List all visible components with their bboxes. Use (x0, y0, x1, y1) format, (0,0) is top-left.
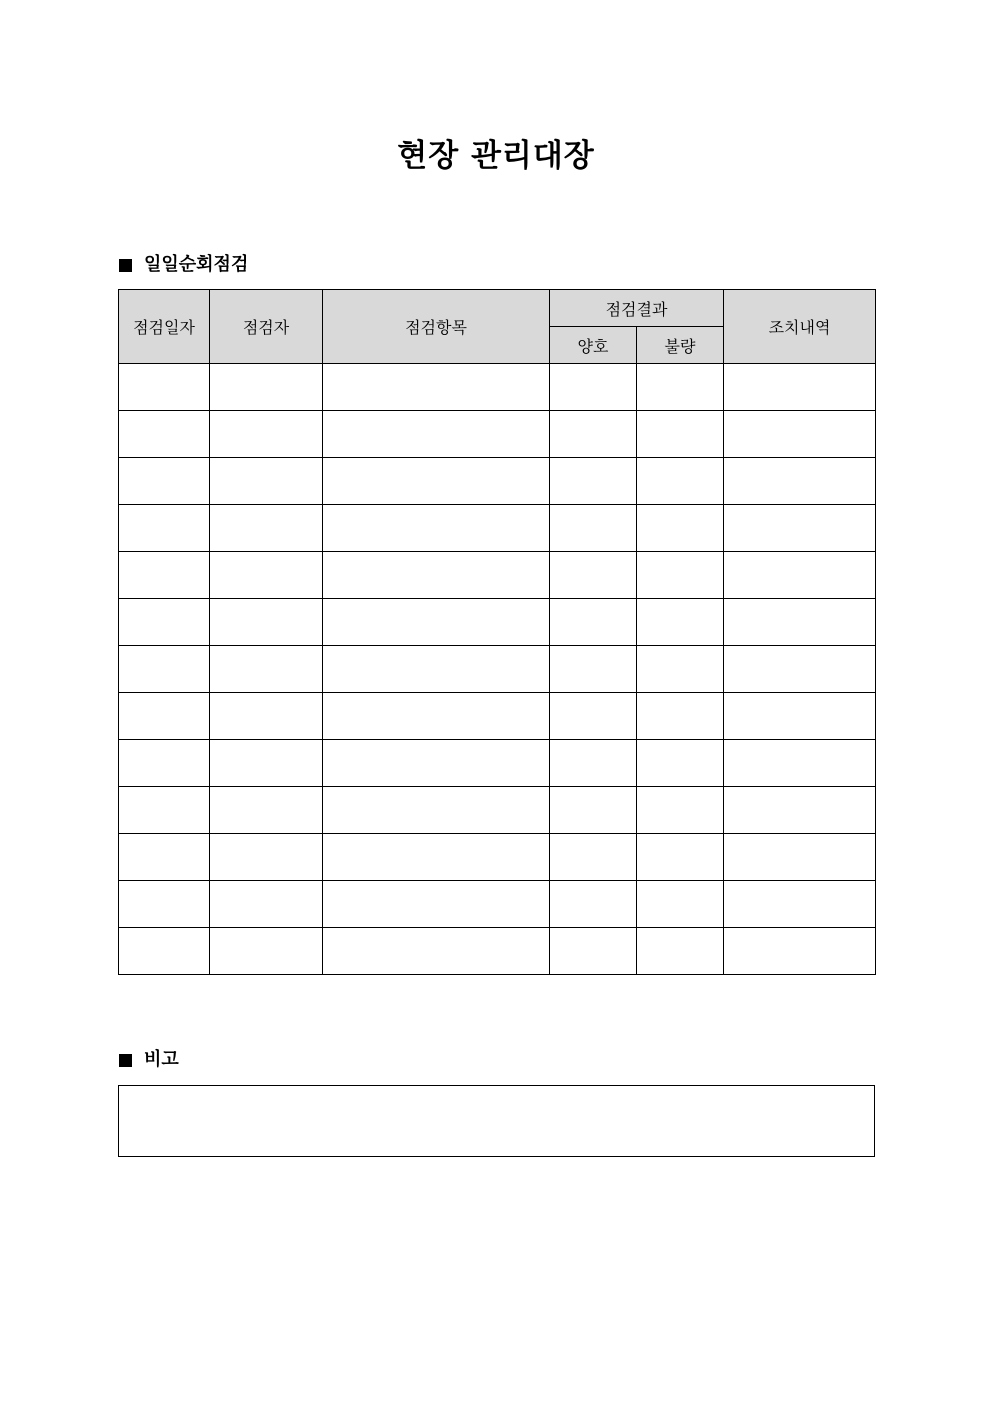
column-header-inspector: 점검자 (210, 290, 323, 364)
inspection-table-body (119, 364, 876, 975)
table-row (119, 834, 876, 881)
table-row (119, 458, 876, 505)
column-header-result: 점검결과 (550, 290, 724, 327)
table-cell-date[interactable] (119, 787, 210, 834)
table-cell-inspector[interactable] (210, 693, 323, 740)
table-cell-good[interactable] (550, 881, 637, 928)
table-row (119, 505, 876, 552)
table-cell-date[interactable] (119, 881, 210, 928)
table-cell-inspector[interactable] (210, 364, 323, 411)
column-header-result-good: 양호 (550, 327, 637, 364)
table-cell-inspector[interactable] (210, 599, 323, 646)
table-cell-bad[interactable] (637, 364, 724, 411)
table-cell-good[interactable] (550, 928, 637, 975)
table-cell-bad[interactable] (637, 740, 724, 787)
table-row (119, 364, 876, 411)
table-cell-good[interactable] (550, 364, 637, 411)
table-cell-inspector[interactable] (210, 552, 323, 599)
table-cell-item[interactable] (323, 928, 550, 975)
table-cell-date[interactable] (119, 646, 210, 693)
table-cell-item[interactable] (323, 646, 550, 693)
table-cell-action[interactable] (724, 646, 876, 693)
table-cell-action[interactable] (724, 411, 876, 458)
table-cell-date[interactable] (119, 552, 210, 599)
table-cell-good[interactable] (550, 740, 637, 787)
column-header-date: 점검일자 (119, 290, 210, 364)
table-cell-item[interactable] (323, 693, 550, 740)
section-heading-remarks (119, 1048, 179, 1072)
table-cell-date[interactable] (119, 834, 210, 881)
table-cell-inspector[interactable] (210, 787, 323, 834)
column-header-result-bad: 불량 (637, 327, 724, 364)
table-cell-action[interactable] (724, 881, 876, 928)
table-cell-date[interactable] (119, 458, 210, 505)
table-cell-action[interactable] (724, 364, 876, 411)
table-row (119, 928, 876, 975)
table-cell-date[interactable] (119, 599, 210, 646)
table-cell-bad[interactable] (637, 646, 724, 693)
table-cell-bad[interactable] (637, 552, 724, 599)
table-cell-action[interactable] (724, 834, 876, 881)
square-bullet-icon (119, 259, 132, 272)
table-cell-action[interactable] (724, 693, 876, 740)
table-cell-good[interactable] (550, 834, 637, 881)
page-title: 현장 관리대장 (397, 138, 595, 174)
inspection-table (118, 289, 876, 975)
table-cell-item[interactable] (323, 411, 550, 458)
table-cell-inspector[interactable] (210, 928, 323, 975)
table-cell-action[interactable] (724, 740, 876, 787)
table-cell-date[interactable] (119, 693, 210, 740)
table-cell-action[interactable] (724, 505, 876, 552)
table-cell-bad[interactable] (637, 787, 724, 834)
table-cell-bad[interactable] (637, 928, 724, 975)
table-cell-bad[interactable] (637, 458, 724, 505)
section-heading-inspection (119, 253, 248, 277)
table-row (119, 646, 876, 693)
table-row (119, 411, 876, 458)
table-cell-action[interactable] (724, 787, 876, 834)
table-cell-inspector[interactable] (210, 458, 323, 505)
table-cell-action[interactable] (724, 928, 876, 975)
column-header-item: 점검항목 (323, 290, 550, 364)
table-cell-bad[interactable] (637, 693, 724, 740)
table-cell-bad[interactable] (637, 599, 724, 646)
table-cell-good[interactable] (550, 693, 637, 740)
table-cell-good[interactable] (550, 646, 637, 693)
table-cell-inspector[interactable] (210, 411, 323, 458)
table-cell-item[interactable] (323, 740, 550, 787)
column-header-action: 조치내역 (724, 290, 876, 364)
table-cell-action[interactable] (724, 458, 876, 505)
table-cell-action[interactable] (724, 552, 876, 599)
table-row (119, 787, 876, 834)
table-cell-date[interactable] (119, 928, 210, 975)
table-cell-good[interactable] (550, 411, 637, 458)
table-cell-good[interactable] (550, 552, 637, 599)
table-cell-good[interactable] (550, 787, 637, 834)
table-cell-item[interactable] (323, 787, 550, 834)
table-cell-date[interactable] (119, 364, 210, 411)
table-cell-bad[interactable] (637, 834, 724, 881)
table-cell-date[interactable] (119, 411, 210, 458)
table-cell-bad[interactable] (637, 411, 724, 458)
table-cell-item[interactable] (323, 881, 550, 928)
remarks-box[interactable] (118, 1085, 875, 1157)
table-cell-item[interactable] (323, 599, 550, 646)
table-cell-inspector[interactable] (210, 740, 323, 787)
table-cell-inspector[interactable] (210, 505, 323, 552)
table-cell-item[interactable] (323, 552, 550, 599)
table-cell-item[interactable] (323, 458, 550, 505)
table-cell-good[interactable] (550, 599, 637, 646)
table-cell-good[interactable] (550, 458, 637, 505)
table-row (119, 693, 876, 740)
table-row (119, 552, 876, 599)
table-cell-item[interactable] (323, 834, 550, 881)
table-cell-bad[interactable] (637, 881, 724, 928)
section-heading-label: 비고 (144, 1049, 179, 1070)
table-cell-date[interactable] (119, 740, 210, 787)
table-cell-bad[interactable] (637, 505, 724, 552)
table-cell-item[interactable] (323, 505, 550, 552)
table-cell-inspector[interactable] (210, 646, 323, 693)
table-cell-inspector[interactable] (210, 881, 323, 928)
table-row (119, 599, 876, 646)
table-cell-good[interactable] (550, 505, 637, 552)
table-cell-date[interactable] (119, 505, 210, 552)
table-row (119, 881, 876, 928)
table-cell-inspector[interactable] (210, 834, 323, 881)
table-cell-action[interactable] (724, 599, 876, 646)
table-cell-item[interactable] (323, 364, 550, 411)
square-bullet-icon (119, 1054, 132, 1067)
table-row (119, 740, 876, 787)
section-heading-label: 일일순회점검 (144, 254, 249, 275)
